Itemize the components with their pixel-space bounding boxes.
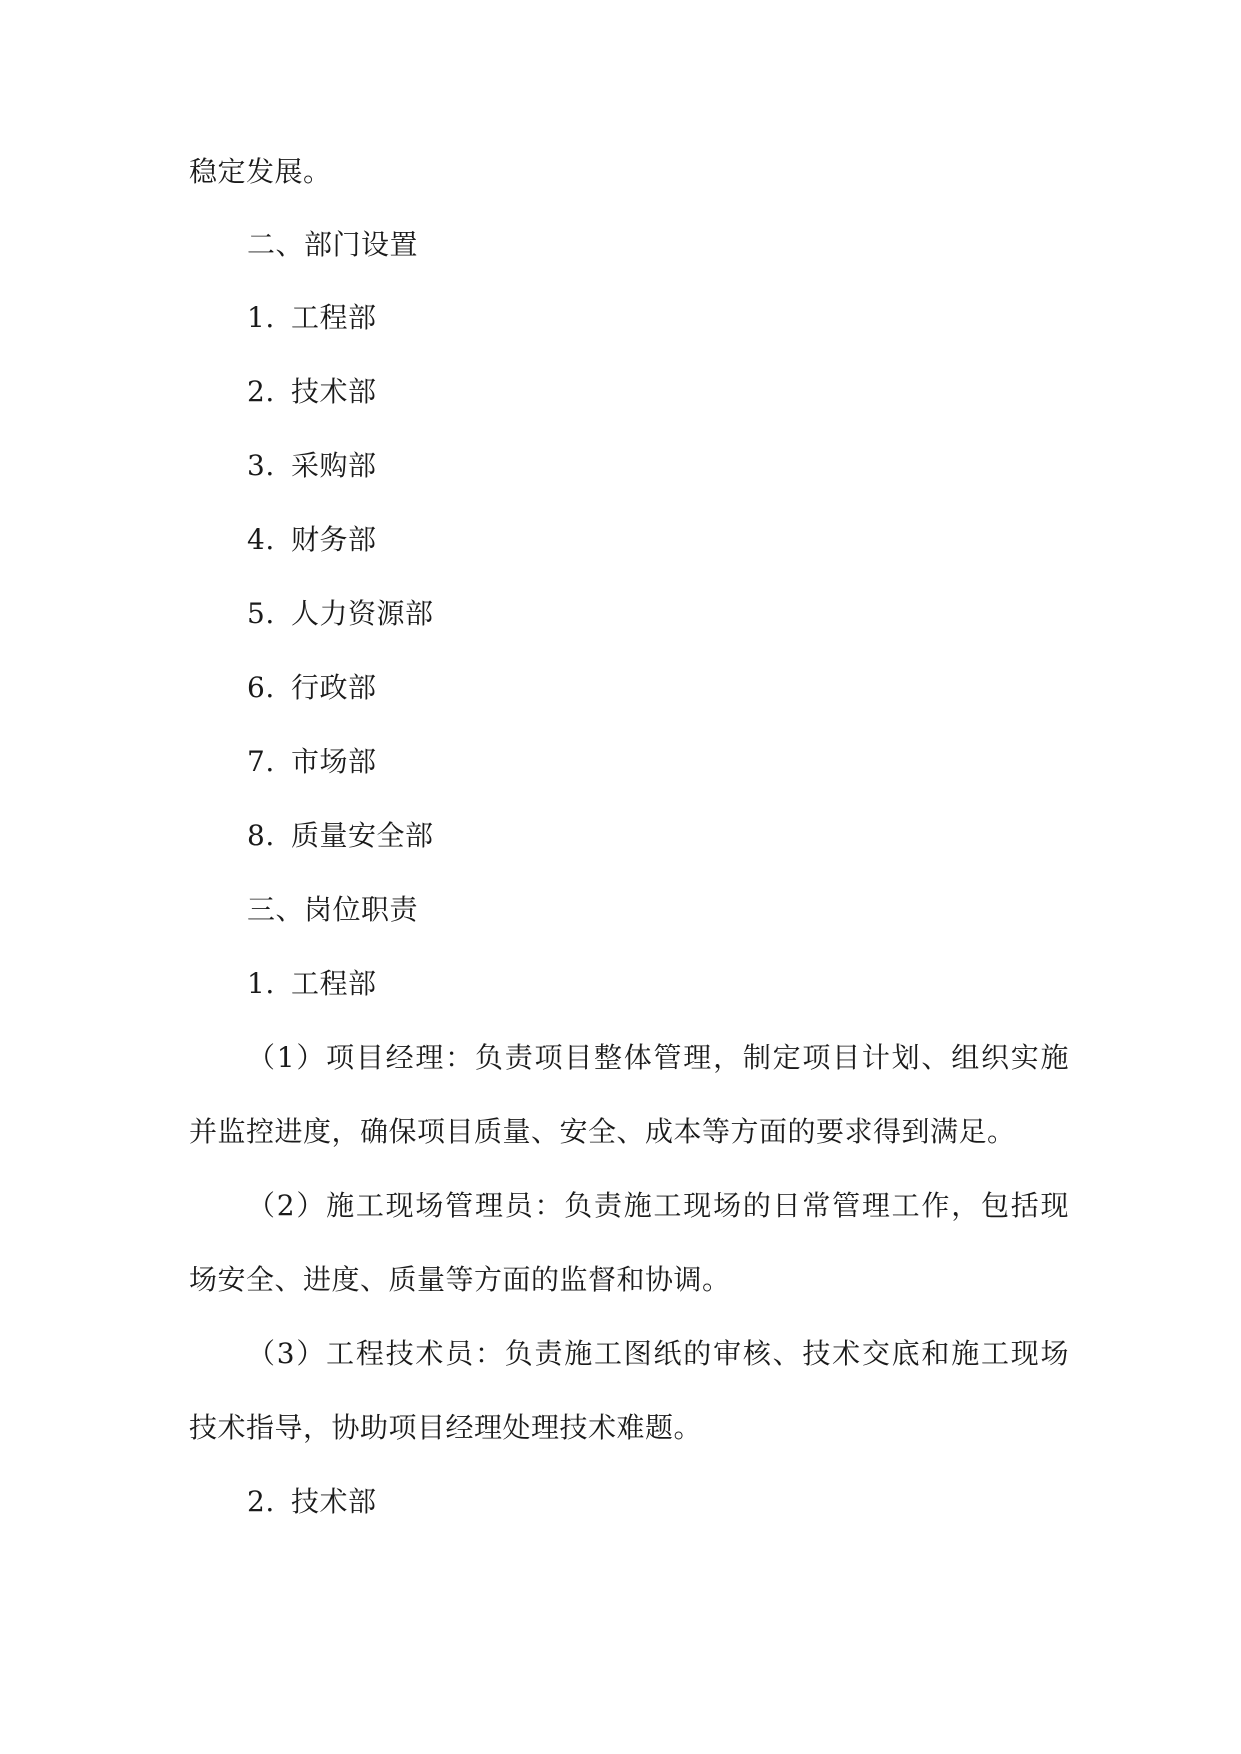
list-item-label: 质量安全部 — [291, 819, 434, 852]
list-item — [247, 668, 1127, 708]
list-item-label: 采购部 — [291, 449, 377, 482]
list-item-label: 财务部 — [291, 523, 377, 556]
subsection-number: 1. — [247, 967, 275, 1000]
list-item — [247, 816, 1127, 856]
subsection-label: 技术部 — [291, 1485, 377, 1518]
list-item-label: 工程部 — [291, 301, 377, 334]
duty-paragraph-line: （1）项目经理：负责项目整体管理，制定项目计划、组织实施 — [247, 1041, 1069, 1074]
list-item-label: 行政部 — [291, 671, 377, 704]
list-item — [247, 742, 1127, 782]
list-item — [247, 446, 1127, 486]
list-item-number: 8. — [247, 819, 275, 852]
list-item-number: 5. — [247, 597, 275, 630]
list-item-number: 2. — [247, 375, 275, 408]
list-item — [247, 520, 1127, 560]
list-item — [247, 298, 1127, 338]
list-item — [247, 372, 1127, 412]
duty-paragraph-line: 技术指导，协助项目经理处理技术难题。 — [189, 1411, 703, 1444]
list-item-label: 人力资源部 — [291, 597, 434, 630]
subsection-number: 2. — [247, 1485, 275, 1518]
list-item-number: 3. — [247, 449, 275, 482]
duty-paragraph-line: 场安全、进度、质量等方面的监督和协调。 — [189, 1263, 731, 1296]
list-item-label: 技术部 — [291, 375, 377, 408]
list-item-number: 4. — [247, 523, 275, 556]
section-heading-department-setup: 二、部门设置 — [247, 228, 419, 261]
list-item-number: 7. — [247, 745, 275, 778]
subsection-label: 工程部 — [291, 967, 377, 1000]
list-item-label: 市场部 — [291, 745, 377, 778]
list-item-number: 1. — [247, 301, 275, 334]
duty-paragraph-line: 并监控进度，确保项目质量、安全、成本等方面的要求得到满足。 — [189, 1115, 1016, 1148]
duty-paragraph-line: （3）工程技术员：负责施工图纸的审核、技术交底和施工现场 — [247, 1337, 1069, 1370]
continuation-text: 稳定发展。 — [189, 155, 332, 188]
subsection-heading — [247, 964, 1127, 1004]
subsection-heading — [247, 1482, 1127, 1522]
section-heading-job-duties: 三、岗位职责 — [247, 893, 419, 926]
duty-paragraph-line: （2）施工现场管理员：负责施工现场的日常管理工作，包括现 — [247, 1189, 1069, 1222]
list-item — [247, 594, 1127, 634]
list-item-number: 6. — [247, 671, 275, 704]
